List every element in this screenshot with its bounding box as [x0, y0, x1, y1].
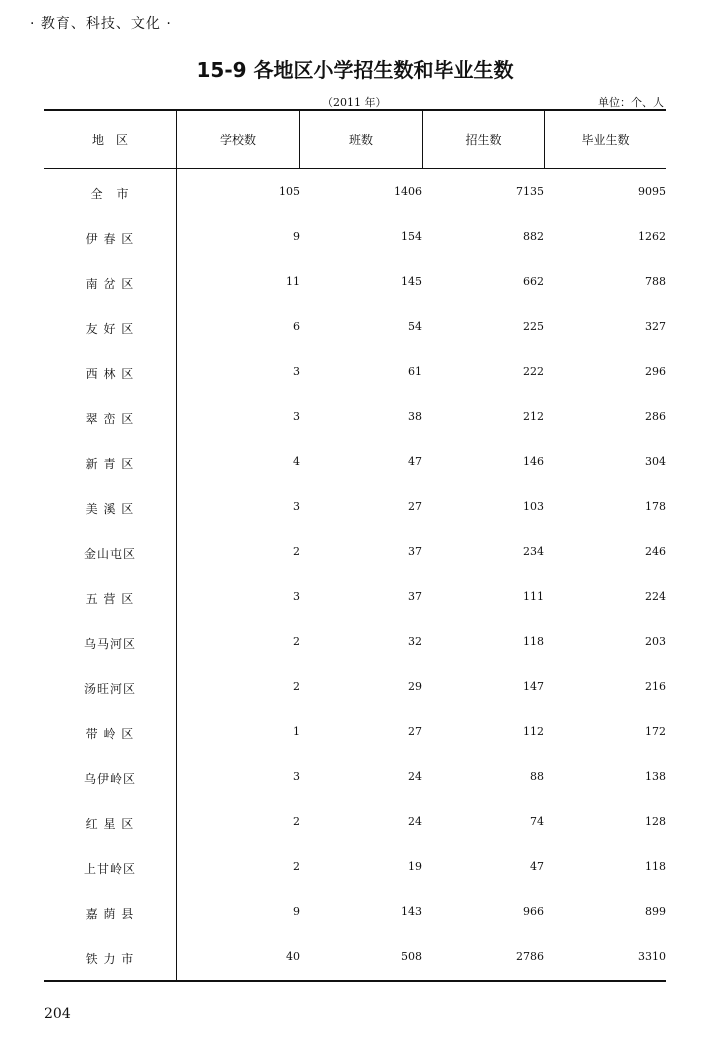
cell-enrollment: 88 — [530, 770, 544, 783]
column-header-graduates: 毕业生数 — [581, 133, 630, 147]
table-row — [44, 860, 666, 880]
cell-region-name: 金山屯区 — [83, 547, 136, 561]
cell-graduates: 246 — [645, 545, 666, 558]
cell-schools: 3 — [293, 410, 300, 423]
cell-schools: 3 — [293, 770, 300, 783]
year-note: （2011 年） — [322, 96, 387, 109]
table-row — [44, 545, 666, 565]
table-row — [44, 275, 666, 295]
cell-classes: 508 — [401, 950, 422, 963]
cell-enrollment: 882 — [523, 230, 544, 243]
cell-schools: 3 — [293, 500, 300, 513]
cell-enrollment: 2786 — [516, 950, 544, 963]
cell-graduates: 788 — [645, 275, 666, 288]
cell-graduates: 178 — [645, 500, 666, 513]
cell-enrollment: 966 — [523, 905, 544, 918]
cell-enrollment: 112 — [523, 725, 544, 738]
cell-graduates: 216 — [645, 680, 666, 693]
cell-classes: 32 — [408, 635, 422, 648]
cell-enrollment: 47 — [530, 860, 544, 873]
cell-region-name: 友 好 区 — [85, 322, 135, 336]
column-header-enrollment: 招生数 — [465, 133, 502, 147]
column-header-region: 地 区 — [91, 133, 128, 147]
cell-classes: 1406 — [394, 185, 422, 198]
cell-classes: 27 — [408, 725, 422, 738]
table-row — [44, 725, 666, 745]
unit-note: 单位：个、人 — [598, 96, 664, 109]
cell-graduates: 224 — [645, 590, 666, 603]
cell-region-name: 美 溪 区 — [85, 502, 135, 516]
cell-classes: 37 — [408, 590, 422, 603]
cell-enrollment: 74 — [530, 815, 544, 828]
table-row — [44, 185, 666, 205]
cell-graduates: 203 — [645, 635, 666, 648]
cell-classes: 29 — [408, 680, 422, 693]
cell-graduates: 3310 — [638, 950, 666, 963]
cell-classes: 19 — [408, 860, 422, 873]
table-row — [44, 680, 666, 700]
cell-region-name: 红 星 区 — [85, 817, 135, 831]
cell-schools: 2 — [293, 860, 300, 873]
cell-graduates: 1262 — [638, 230, 666, 243]
cell-region-name: 新 青 区 — [85, 457, 135, 471]
cell-enrollment: 103 — [523, 500, 544, 513]
cell-classes: 143 — [401, 905, 422, 918]
cell-schools: 1 — [293, 725, 300, 738]
page-number: 204 — [44, 1006, 71, 1022]
cell-enrollment: 222 — [523, 365, 544, 378]
table-row — [44, 500, 666, 520]
cell-region-name: 五 营 区 — [85, 592, 135, 606]
table-header-rule — [44, 168, 666, 169]
cell-schools: 105 — [279, 185, 300, 198]
cell-schools: 40 — [286, 950, 300, 963]
cell-enrollment: 147 — [523, 680, 544, 693]
table-row — [44, 815, 666, 835]
cell-classes: 24 — [408, 815, 422, 828]
cell-schools: 9 — [293, 905, 300, 918]
cell-classes: 24 — [408, 770, 422, 783]
table-row — [44, 455, 666, 475]
table-bottom-rule — [44, 980, 666, 982]
cell-classes: 27 — [408, 500, 422, 513]
cell-classes: 54 — [408, 320, 422, 333]
cell-graduates: 899 — [645, 905, 666, 918]
cell-classes: 38 — [408, 410, 422, 423]
column-header-schools: 学校数 — [219, 133, 256, 147]
cell-schools: 2 — [293, 680, 300, 693]
cell-graduates: 327 — [645, 320, 666, 333]
cell-graduates: 304 — [645, 455, 666, 468]
column-header-classes: 班数 — [348, 133, 373, 147]
table-row — [44, 365, 666, 385]
cell-schools: 2 — [293, 815, 300, 828]
cell-classes: 61 — [408, 365, 422, 378]
cell-classes: 145 — [401, 275, 422, 288]
cell-region-name: 全 市 — [90, 187, 130, 201]
cell-region-name: 乌马河区 — [83, 637, 136, 651]
cell-schools: 11 — [286, 275, 300, 288]
cell-schools: 2 — [293, 635, 300, 648]
cell-schools: 9 — [293, 230, 300, 243]
cell-graduates: 128 — [645, 815, 666, 828]
cell-enrollment: 212 — [523, 410, 544, 423]
cell-region-name: 嘉 荫 县 — [85, 907, 135, 921]
table-row — [44, 770, 666, 790]
cell-region-name: 南 岔 区 — [85, 277, 135, 291]
table-row — [44, 905, 666, 925]
cell-graduates: 286 — [645, 410, 666, 423]
cell-region-name: 翠 峦 区 — [85, 412, 135, 426]
cell-region-name: 西 林 区 — [85, 367, 135, 381]
table-row — [44, 230, 666, 250]
cell-enrollment: 662 — [523, 275, 544, 288]
cell-schools: 3 — [293, 365, 300, 378]
table-title: 15-9 各地区小学招生数和毕业生数 — [196, 58, 514, 82]
cell-schools: 4 — [293, 455, 300, 468]
cell-region-name: 乌伊岭区 — [83, 772, 136, 786]
cell-enrollment: 111 — [523, 590, 544, 603]
cell-region-name: 带 岭 区 — [85, 727, 135, 741]
cell-graduates: 118 — [645, 860, 666, 873]
cell-region-name: 上甘岭区 — [83, 862, 136, 876]
cell-graduates: 172 — [645, 725, 666, 738]
cell-region-name: 汤旺河区 — [83, 682, 136, 696]
cell-enrollment: 146 — [523, 455, 544, 468]
cell-enrollment: 118 — [523, 635, 544, 648]
cell-classes: 37 — [408, 545, 422, 558]
table-row — [44, 590, 666, 610]
cell-enrollment: 7135 — [516, 185, 544, 198]
table-row — [44, 410, 666, 430]
table-row — [44, 320, 666, 340]
cell-region-name: 伊 春 区 — [85, 232, 135, 246]
cell-schools: 6 — [293, 320, 300, 333]
cell-schools: 3 — [293, 590, 300, 603]
cell-schools: 2 — [293, 545, 300, 558]
cell-classes: 154 — [401, 230, 422, 243]
table-top-rule — [44, 109, 666, 111]
section-header: · 教育、科技、文化 · — [30, 16, 172, 32]
cell-graduates: 296 — [645, 365, 666, 378]
cell-enrollment: 234 — [523, 545, 544, 558]
table-row — [44, 950, 666, 970]
cell-classes: 47 — [408, 455, 422, 468]
cell-graduates: 9095 — [638, 185, 666, 198]
cell-graduates: 138 — [645, 770, 666, 783]
cell-enrollment: 225 — [523, 320, 544, 333]
cell-region-name: 铁 力 市 — [85, 952, 135, 966]
table-row — [44, 635, 666, 655]
